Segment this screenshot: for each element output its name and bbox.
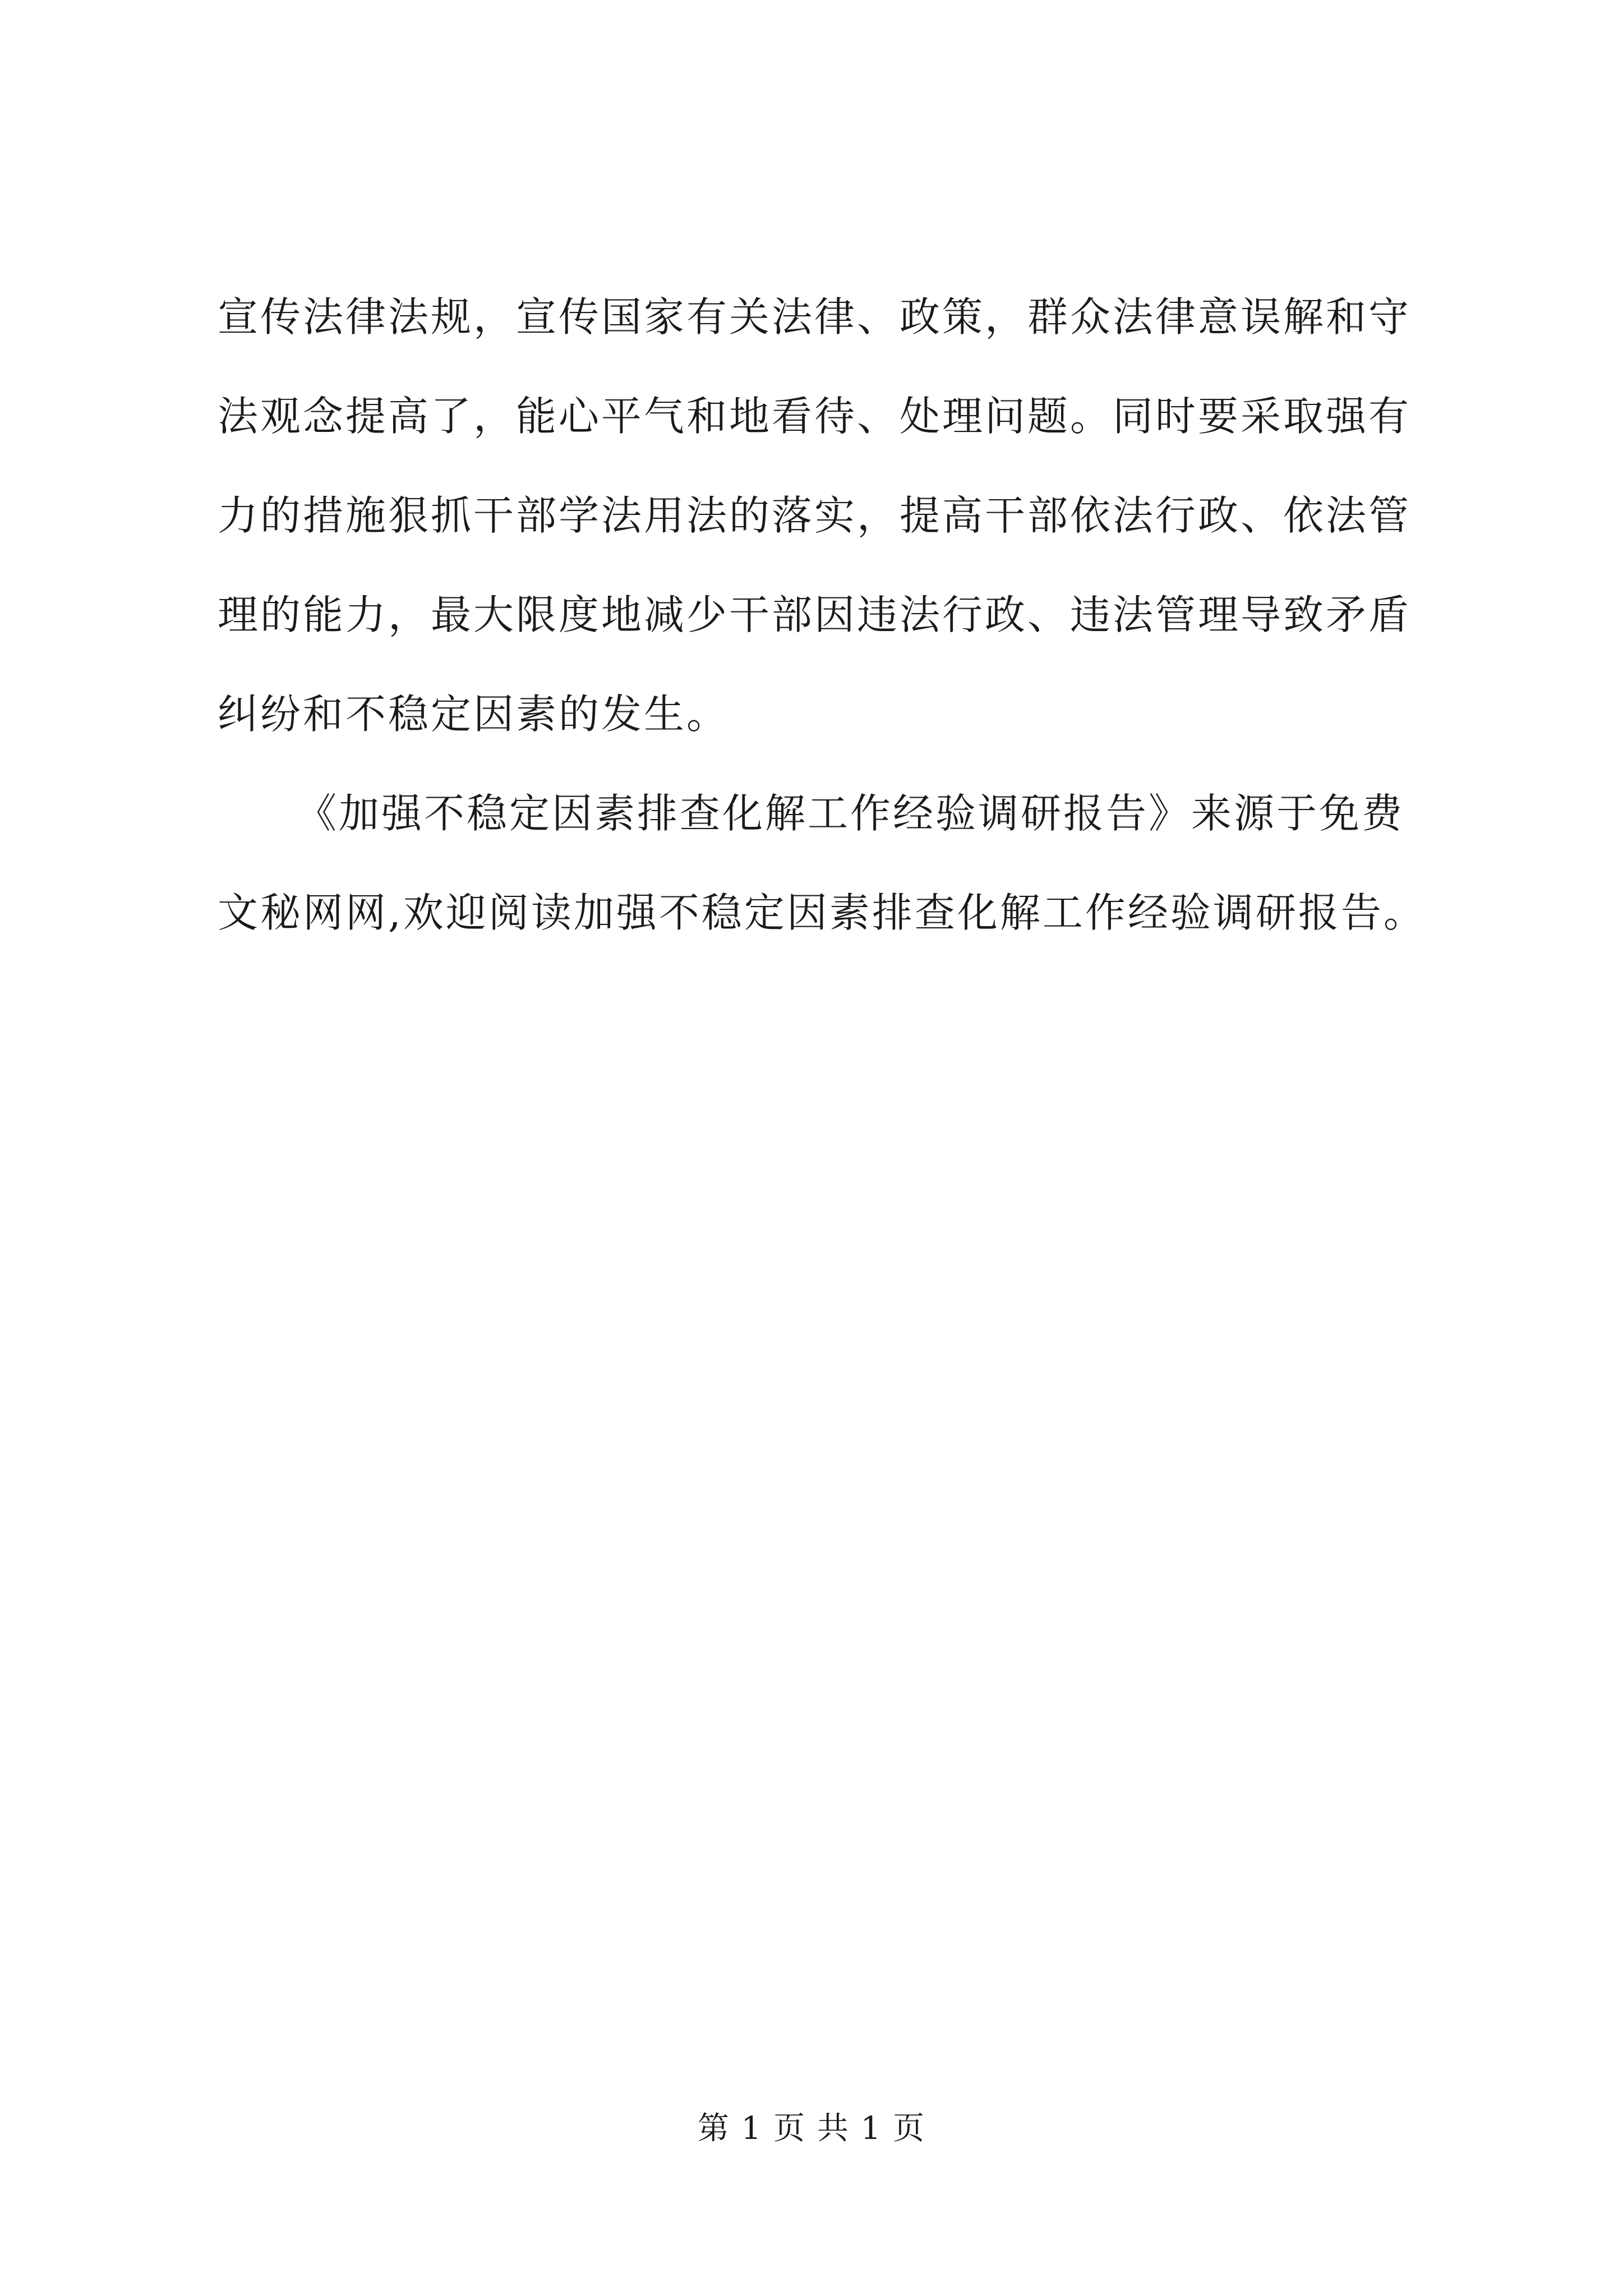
source-note-line: 文秘网网,欢迎阅读加强不稳定因素排查化解工作经验调研报告。: [218, 889, 1426, 936]
paragraph-line: 理的能力，最大限度地减少干部因违法行政、违法管理导致矛盾: [218, 591, 1412, 638]
document-body: [218, 292, 1426, 987]
paragraph-line: 力的措施狠抓干部学法用法的落实，提高干部依法行政、依法管: [218, 492, 1412, 539]
page-number-footer: 第 1 页 共 1 页: [697, 2110, 926, 2147]
paragraph-line: 纠纷和不稳定因素的发生。: [218, 691, 730, 738]
paragraph-line: 法观念提高了，能心平气和地看待、处理问题。同时要采取强有: [218, 393, 1412, 440]
paragraph-line: 宣传法律法规，宣传国家有关法律、政策，群众法律意误解和守: [218, 293, 1412, 341]
source-note-line: 《加强不稳定因素排查化解工作经验调研报告》来源于免费: [296, 790, 1405, 837]
